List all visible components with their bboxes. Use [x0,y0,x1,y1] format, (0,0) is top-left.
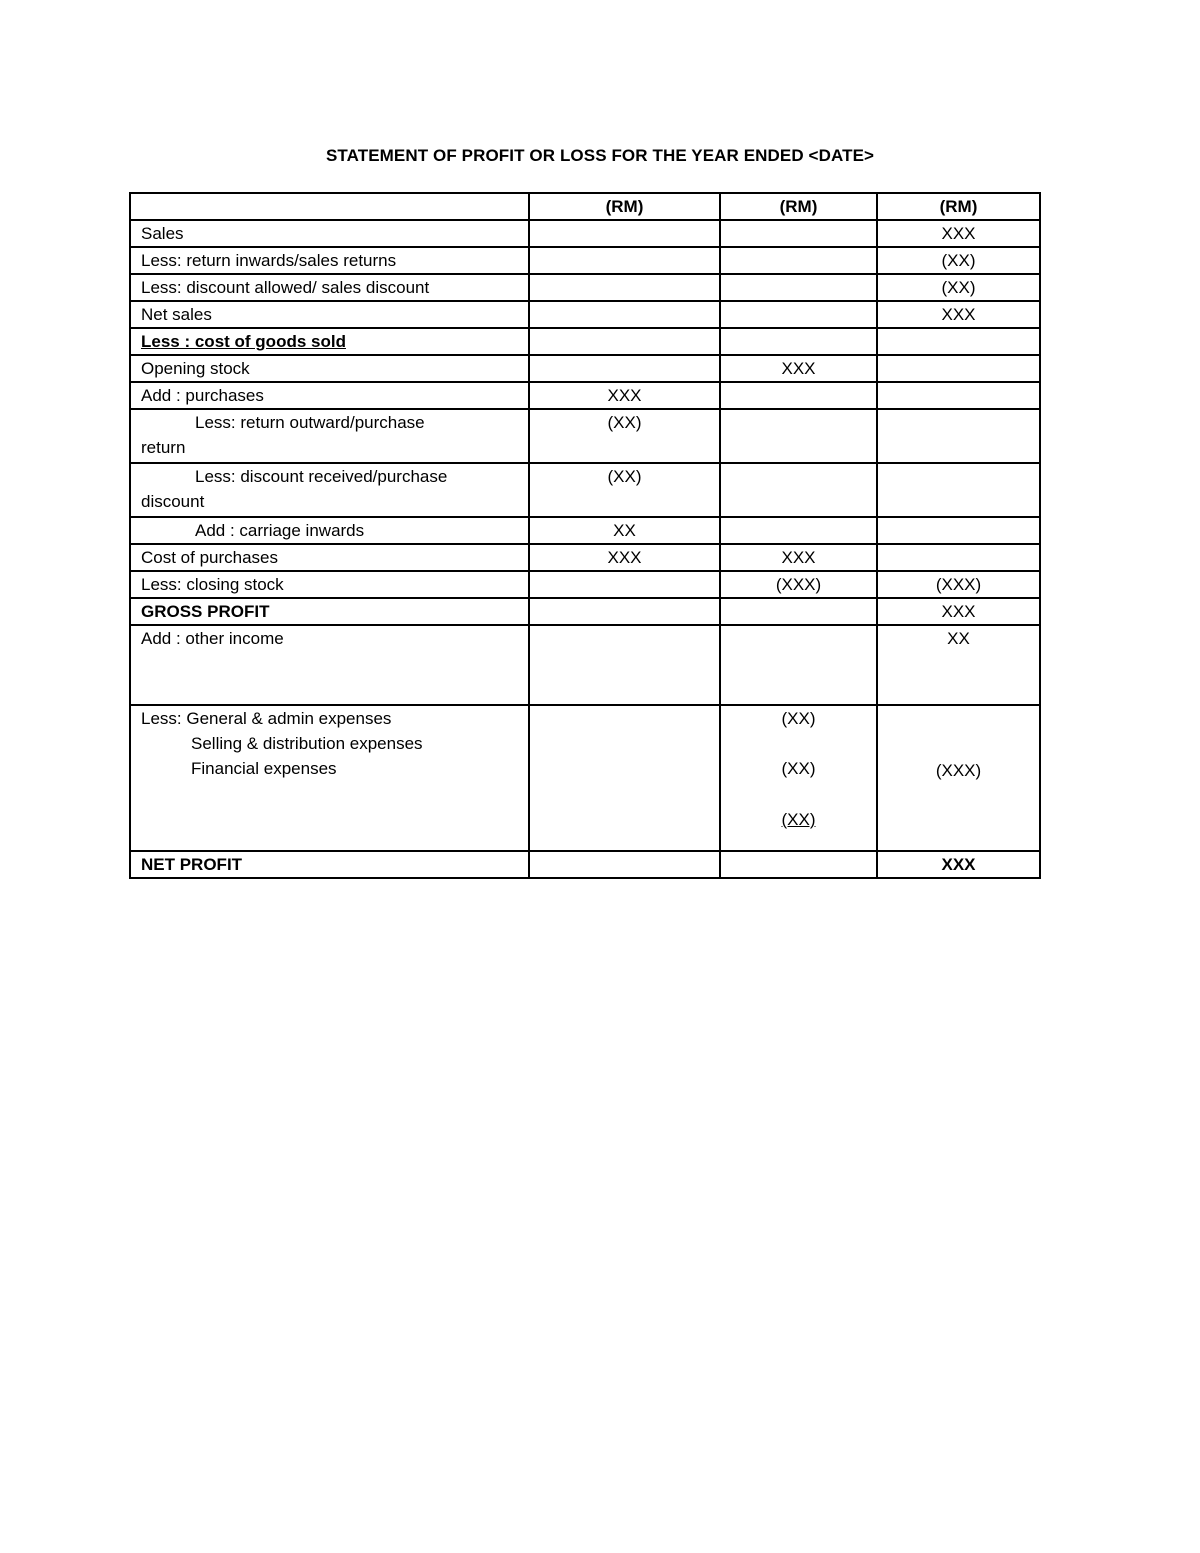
expenses-row [130,705,1040,851]
profit-loss-table [129,192,1041,879]
net-profit-label: NET PROFIT [130,851,529,878]
net-profit-value: XXX [877,851,1040,878]
cell-c1 [529,598,720,625]
row-label-line2: return [141,438,186,457]
table-row [130,409,1040,463]
expense-value-gap [721,731,876,756]
gross-profit-label: GROSS PROFIT [130,598,529,625]
table-row [130,247,1040,274]
row-label: Add : other income [130,625,529,705]
cell-c1: XX [529,517,720,544]
cell-c1 [529,705,720,851]
cell-c2 [720,517,877,544]
cell-c2: XXX [720,544,877,571]
cell-c3 [877,463,1040,517]
cell-c1 [529,274,720,301]
table-row [130,571,1040,598]
cell-c3: XX [877,625,1040,705]
table-row [130,598,1040,625]
expense-value-general: (XX) [781,709,816,728]
cell-c3: (XX) [877,274,1040,301]
table-row [130,355,1040,382]
header-label-cell [130,193,529,220]
row-label: Sales [130,220,529,247]
cell-c1 [529,625,720,705]
row-label: Add : purchases [130,382,529,409]
expenses-labels [130,705,529,851]
cell-c2 [720,328,877,355]
cell-c1: XXX [529,382,720,409]
expense-line-financial: Financial expenses [191,759,337,778]
table-row [130,517,1040,544]
cell-c2 [720,463,877,517]
expense-value-selling: (XX) [781,759,816,778]
cell-c1 [529,220,720,247]
cell-c2 [720,598,877,625]
row-label: Net sales [130,301,529,328]
cell-c2: (XXX) [720,571,877,598]
cell-c1 [529,328,720,355]
table-row [130,382,1040,409]
cell-c2 [720,220,877,247]
expense-value-financial: (XX) [781,810,816,829]
cell-c3 [877,382,1040,409]
row-label-text: Add : carriage inwards [195,521,365,540]
cell-c3: (XX) [877,247,1040,274]
cell-c1 [529,301,720,328]
table-row [130,463,1040,517]
cell-c3 [877,409,1040,463]
cell-c1 [529,247,720,274]
row-label [130,517,529,544]
expense-total: (XXX) [935,761,982,780]
header-col1: (RM) [529,193,720,220]
table-row [130,544,1040,571]
expense-line-general: Less: General & admin expenses [141,709,392,728]
row-label: Opening stock [130,355,529,382]
cell-c2 [720,851,877,878]
expenses-c3 [877,705,1040,851]
cell-c2 [720,301,877,328]
cell-c1: (XX) [529,409,720,463]
header-col2: (RM) [720,193,877,220]
cell-c3 [877,544,1040,571]
cell-c1 [529,851,720,878]
expense-value-gap [721,781,876,806]
cell-c3: XXX [877,598,1040,625]
cell-c2: XXX [720,355,877,382]
table-row [130,301,1040,328]
row-label: Less: discount allowed/ sales discount [130,274,529,301]
cell-c3 [877,328,1040,355]
cell-c2 [720,625,877,705]
cell-c1 [529,355,720,382]
row-label-line1: Less: return outward/purchase [195,413,425,432]
table-row [130,625,1040,705]
expense-line-selling: Selling & distribution expenses [191,734,423,753]
cell-c3 [877,355,1040,382]
row-label [130,463,529,517]
header-row [130,193,1040,220]
cell-c1: (XX) [529,463,720,517]
cogs-heading: Less : cost of goods sold [130,328,529,355]
cell-c2 [720,409,877,463]
row-label-line1: Less: discount received/purchase [195,467,448,486]
expenses-c2 [720,705,877,851]
table-row [130,274,1040,301]
row-label-line2: discount [141,492,205,511]
header-col3: (RM) [877,193,1040,220]
cell-c2 [720,274,877,301]
page-title: STATEMENT OF PROFIT OR LOSS FOR THE YEAR ENDED <DATE> [325,146,875,165]
table-row [130,328,1040,355]
table-row [130,851,1040,878]
row-label: Less: return inwards/sales returns [130,247,529,274]
cell-c3: (XXX) [877,571,1040,598]
cell-c1 [529,571,720,598]
row-label: Cost of purchases [130,544,529,571]
cell-c2 [720,247,877,274]
row-label: Less: closing stock [130,571,529,598]
cell-c1: XXX [529,544,720,571]
cell-c3 [877,517,1040,544]
cell-c3: XXX [877,220,1040,247]
cell-c3: XXX [877,301,1040,328]
row-label [130,409,529,463]
cell-c2 [720,382,877,409]
table-row [130,220,1040,247]
